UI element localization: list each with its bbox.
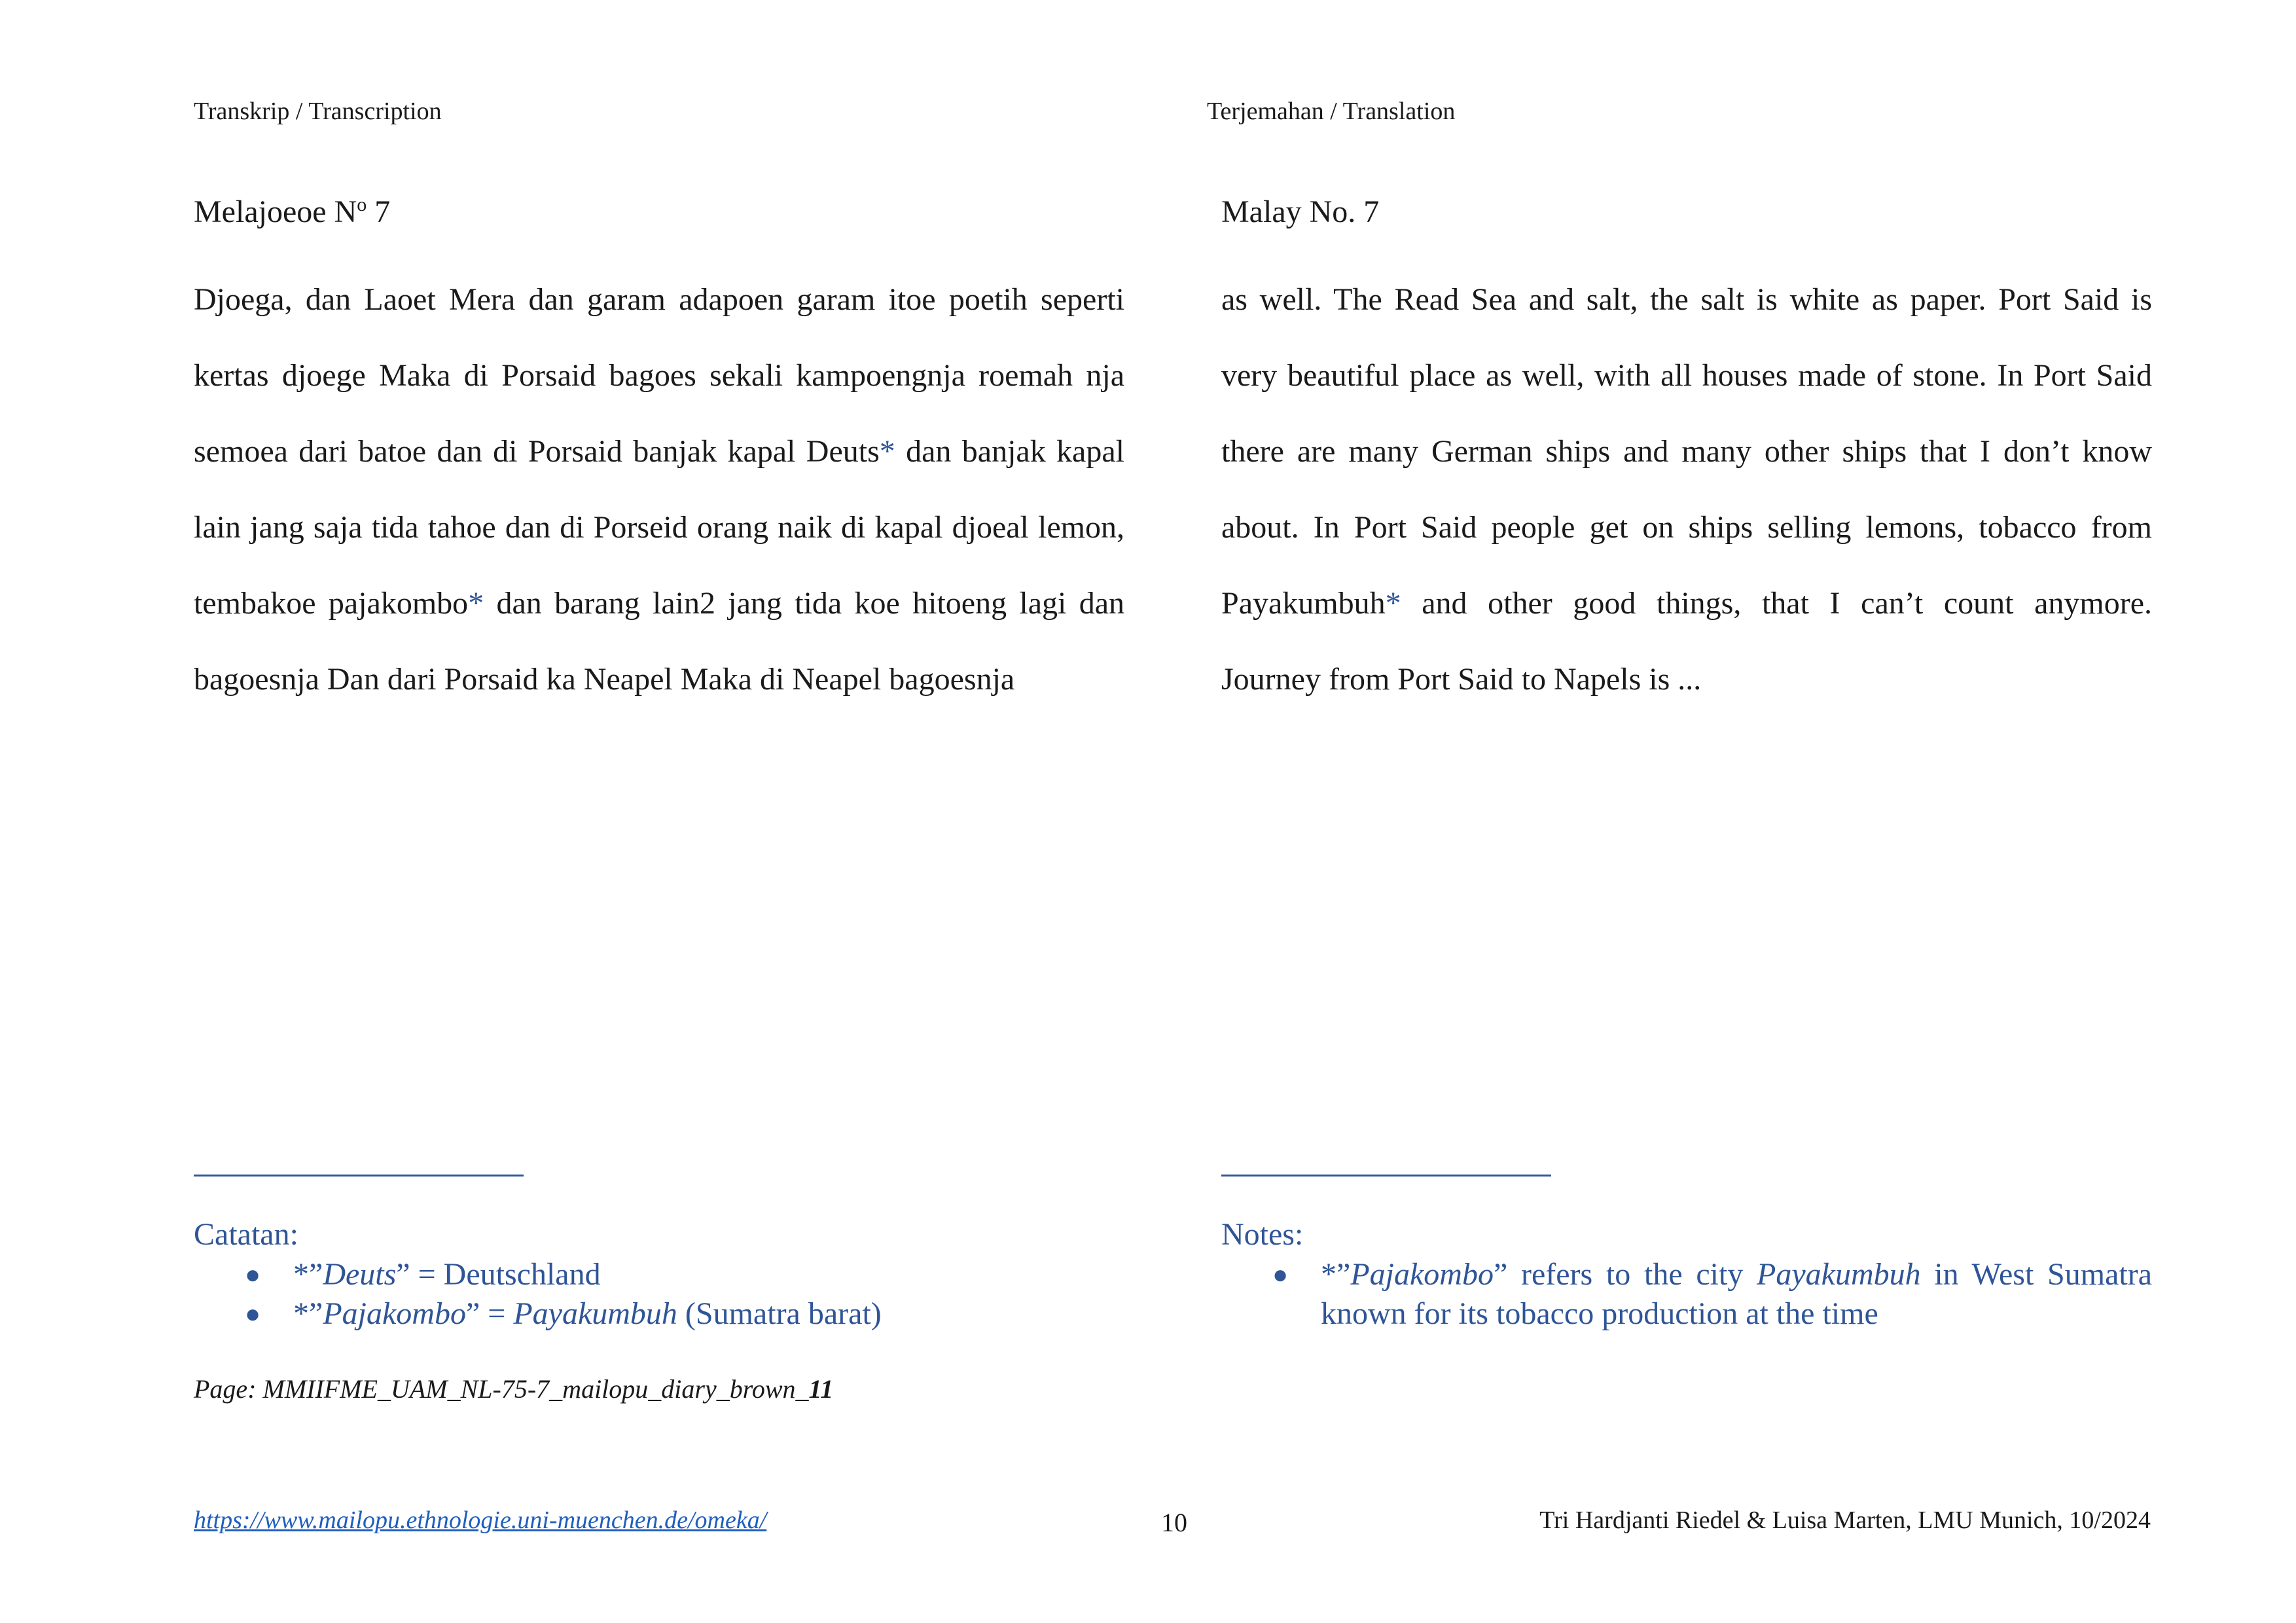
- text-line: about. In Port Said people get on ships selling lemons, tobacco from: [1221, 510, 2152, 545]
- footnote-marker: *: [1385, 586, 1401, 621]
- text-line: semoea dari batoe dan di Porsaid banjak kapal Deuts* dan banjak kapal: [194, 434, 1124, 469]
- bullet-icon: ●: [1272, 1260, 1289, 1289]
- notes-title: Catatan:: [194, 1217, 298, 1252]
- page-reference: Page: MMIIFME_UAM_NL-75-7_mailopu_diary_brown_11: [194, 1374, 834, 1404]
- text-line: kertas djoege Maka di Porsaid bagoes sekali kampoengnja roemah nja: [194, 358, 1124, 393]
- footnote-marker: *: [879, 434, 895, 469]
- notes-title: Notes:: [1221, 1217, 1304, 1252]
- footnote-divider: [1221, 1175, 1551, 1176]
- page-title: Malay No. 7: [1221, 194, 1380, 229]
- notes-list: [245, 1255, 1124, 1334]
- footnote-marker: *: [468, 586, 484, 621]
- note-item: ● *”Deuts” = Deutschland: [245, 1255, 1124, 1294]
- notes-list: [1272, 1255, 2152, 1334]
- omeka-link[interactable]: https://www.mailopu.ethnologie.uni-muenchen.de/omeka/: [194, 1506, 767, 1534]
- text-line: very beautiful place as well, with all houses made of stone. In Port Said: [1221, 358, 2152, 393]
- footnote-divider: [194, 1175, 524, 1176]
- credit-line: Tri Hardjanti Riedel & Luisa Marten, LMU Munich, 10/2024: [1539, 1506, 2151, 1534]
- column-header: Terjemahan / Translation: [1207, 98, 1456, 125]
- note-item: ● *”Pajakombo” refers to the city Payakumbuh in West Sumatra known for its tobacco production at the time: [1272, 1255, 2152, 1334]
- text-line: there are many German ships and many other ships that I don’t know: [1221, 434, 2152, 469]
- note-item: ● *”Pajakombo” = Payakumbuh (Sumatra barat): [245, 1294, 1124, 1334]
- text-line: lain jang saja tida tahoe dan di Porseid orang naik di kapal djoeal lemon,: [194, 510, 1124, 545]
- text-line: tembakoe pajakombo* dan barang lain2 jang tida koe hitoeng lagi dan: [194, 586, 1124, 621]
- text-line: Payakumbuh* and other good things, that I can’t count anymore.: [1221, 586, 2152, 621]
- text-line: bagoesnja Dan dari Porsaid ka Neapel Maka di Neapel bagoesnja: [194, 662, 1015, 697]
- translation-text: [1221, 262, 2152, 718]
- text-line: as well. The Read Sea and salt, the salt is white as paper. Port Said is: [1221, 282, 2152, 317]
- page-number: 10: [1161, 1508, 1187, 1537]
- text-line: Djoega, dan Laoet Mera dan garam adapoen garam itoe poetih seperti: [194, 282, 1124, 317]
- bullet-icon: ●: [245, 1299, 261, 1328]
- page-title: Melajoeoe $N^o$ 7: [194, 194, 391, 229]
- bullet-icon: ●: [245, 1260, 261, 1289]
- column-header: Transkrip / Transcription: [194, 98, 442, 125]
- text-line: Journey from Port Said to Napels is ...: [1221, 662, 1702, 697]
- transcription-text: [194, 262, 1124, 718]
